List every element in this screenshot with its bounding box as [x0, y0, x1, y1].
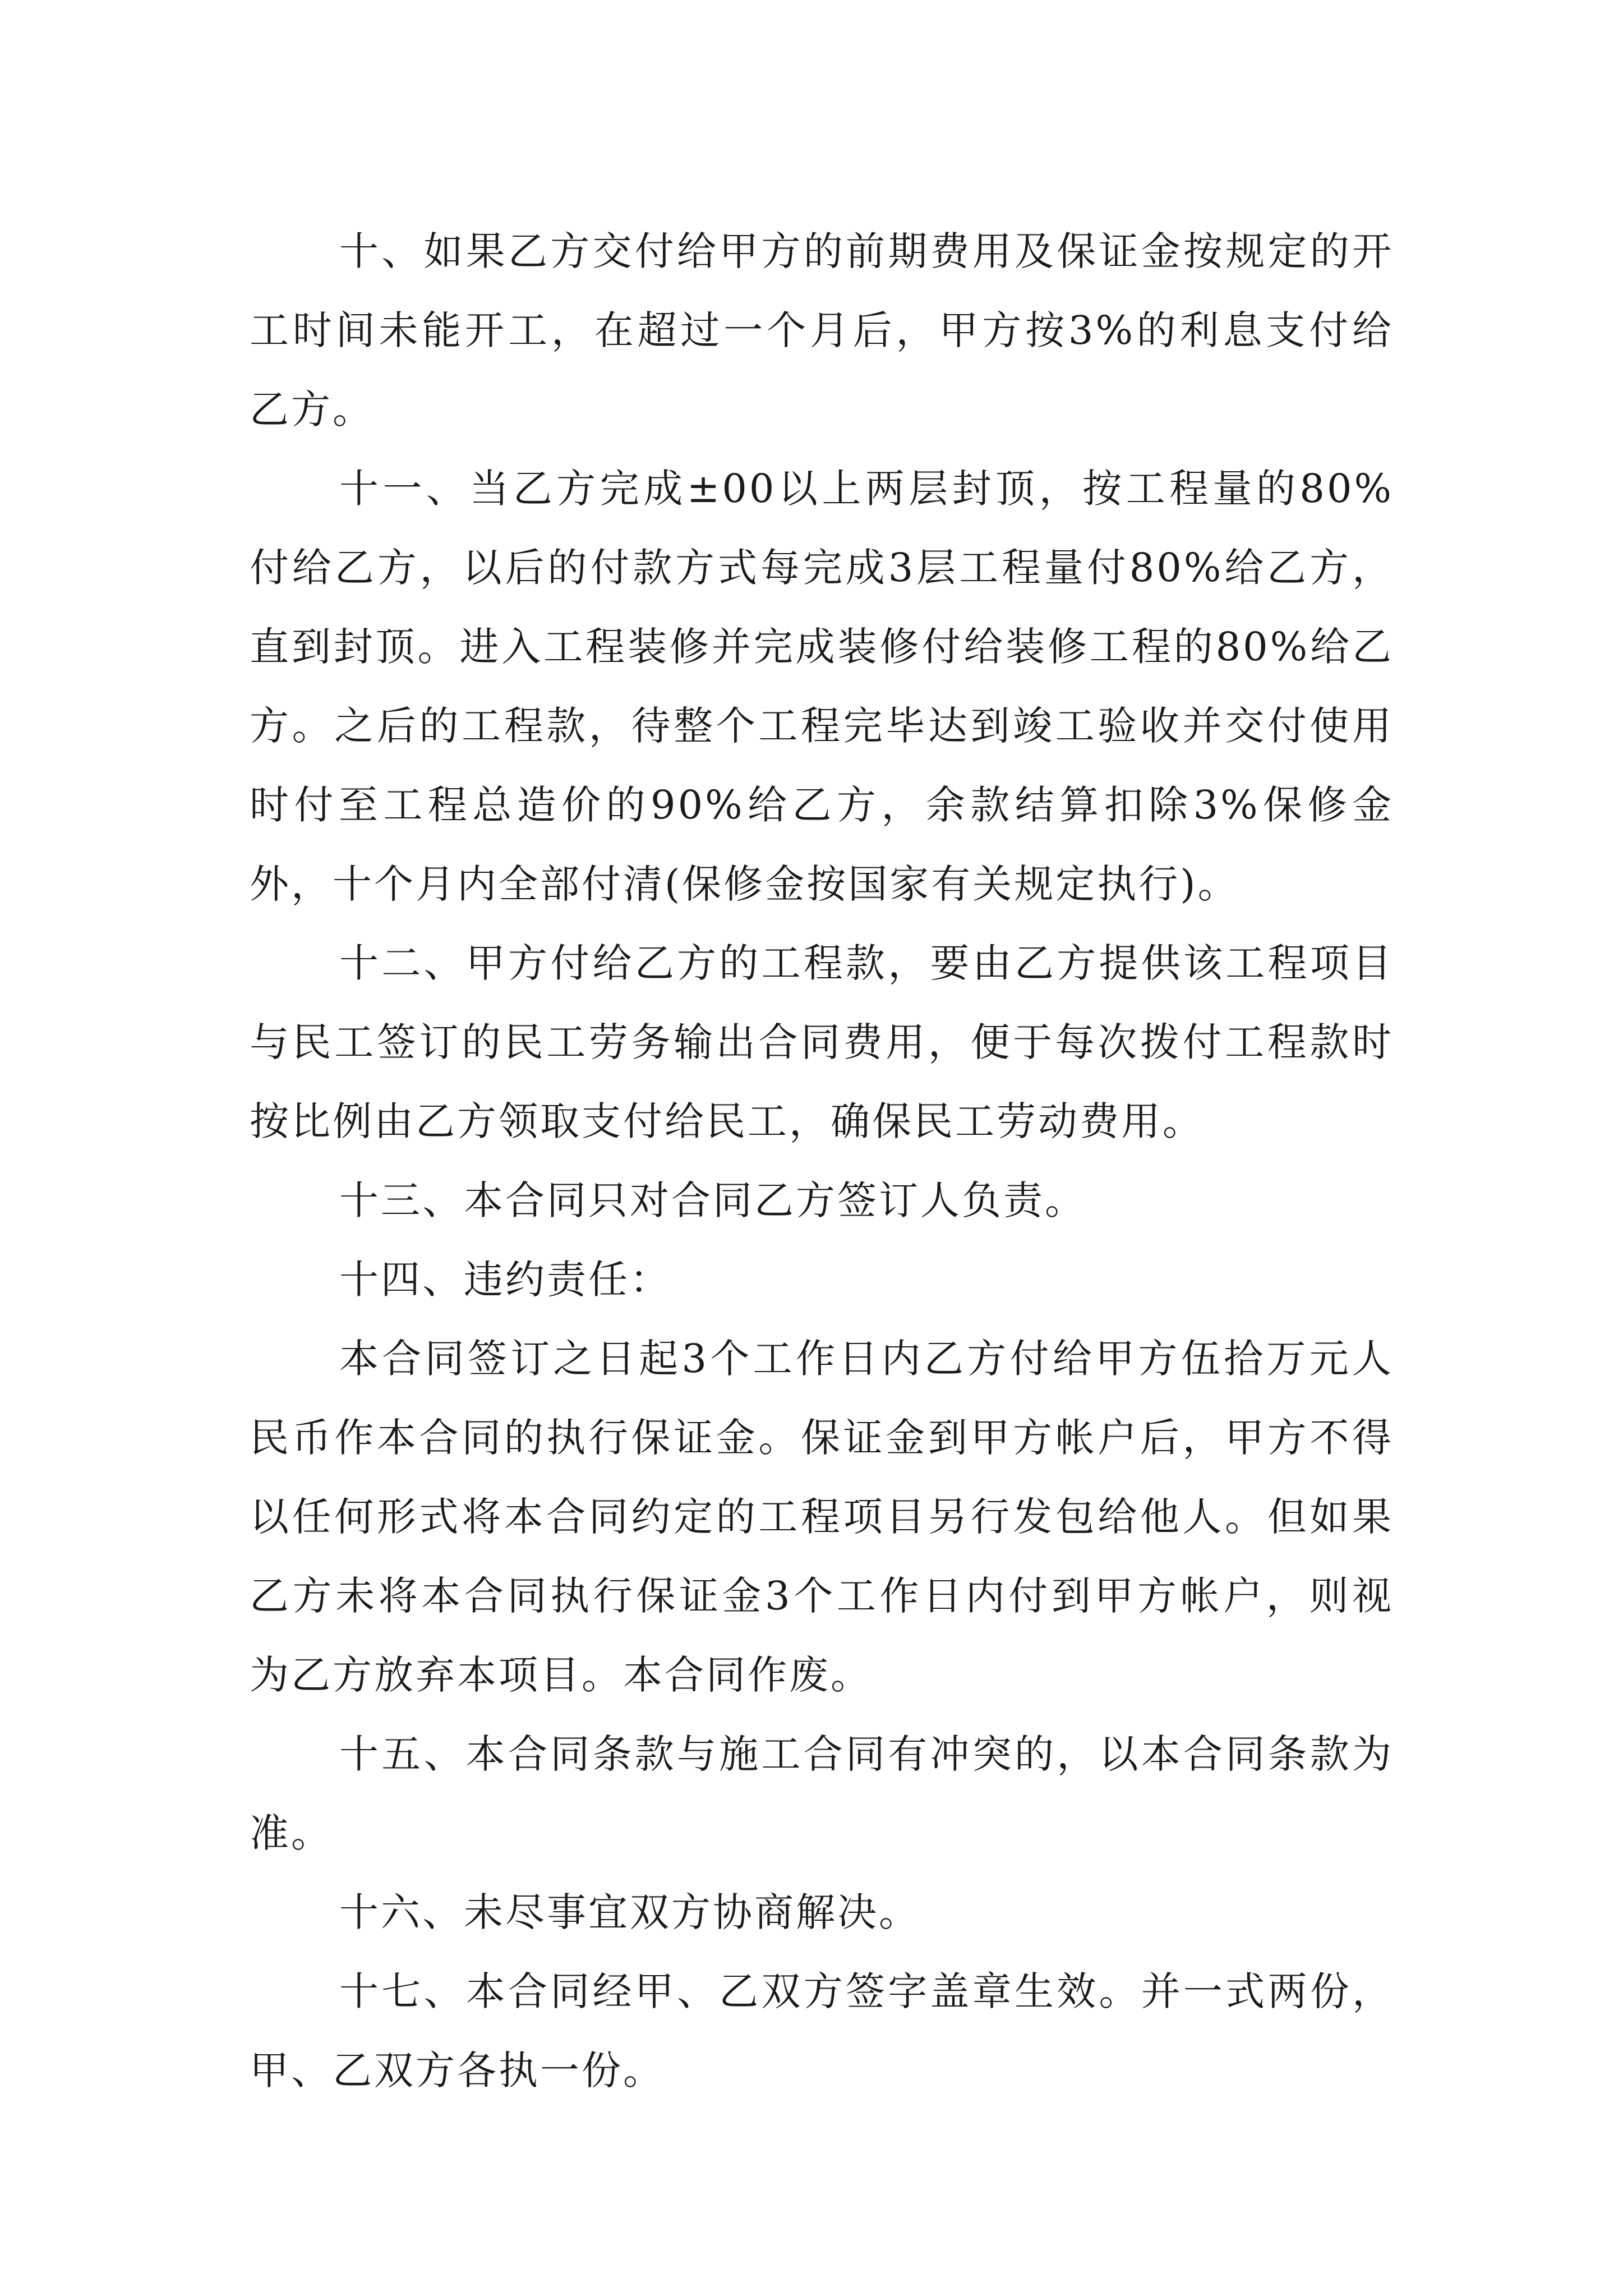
document-body [250, 212, 1394, 2110]
clause-10: 十、如果乙方交付给甲方的前期费用及保证金按规定的开工时间未能开工，在超过一个月后，甲方按3%的利息支付给乙方。 [250, 228, 1394, 432]
clause-14-body: 本合同签订之日起3个工作日内乙方付给甲方伍拾万元人民币作本合同的执行保证金。保证金到甲方帐户后，甲方不得以任何形式将本合同约定的工程项目另行发包给他人。但如果乙方未将本合同执行保证金3个工作日内付到甲方帐户，则视为乙方放弃本项目。本合同作废。 [250, 1336, 1394, 1698]
clause-13: 十三、本合同只对合同乙方签订人负责。 [339, 1177, 1086, 1223]
clause-11: 十一、当乙方完成±00以上两层封顶，按工程量的80%付给乙方，以后的付款方式每完成3层工程量付80%给乙方，直到封顶。进入工程装修并完成装修付给装修工程的80%给乙方。之后的工程款，待整个工程完毕达到竣工验收并交付使用时付至工程总造价的90%给乙方，余款结算扣除3%保修金外，十个月内全部付清(保修金按国家有关规定执行)。 [250, 466, 1394, 907]
clause-15: 十五、本合同条款与施工合同有冲突的，以本合同条款为准。 [250, 1731, 1394, 1856]
clause-14-heading: 十四、违约责任： [339, 1257, 671, 1303]
clause-17: 十七、本合同经甲、乙双方签字盖章生效。并一式两份，甲、乙双方各执一份。 [250, 1968, 1394, 2093]
clause-16: 十六、未尽事宜双方协商解决。 [339, 1889, 920, 1935]
clause-12: 十二、甲方付给乙方的工程款，要由乙方提供该工程项目与民工签订的民工劳务输出合同费用，便于每次拨付工程款时按比例由乙方领取支付给民工，确保民工劳动费用。 [250, 940, 1394, 1144]
